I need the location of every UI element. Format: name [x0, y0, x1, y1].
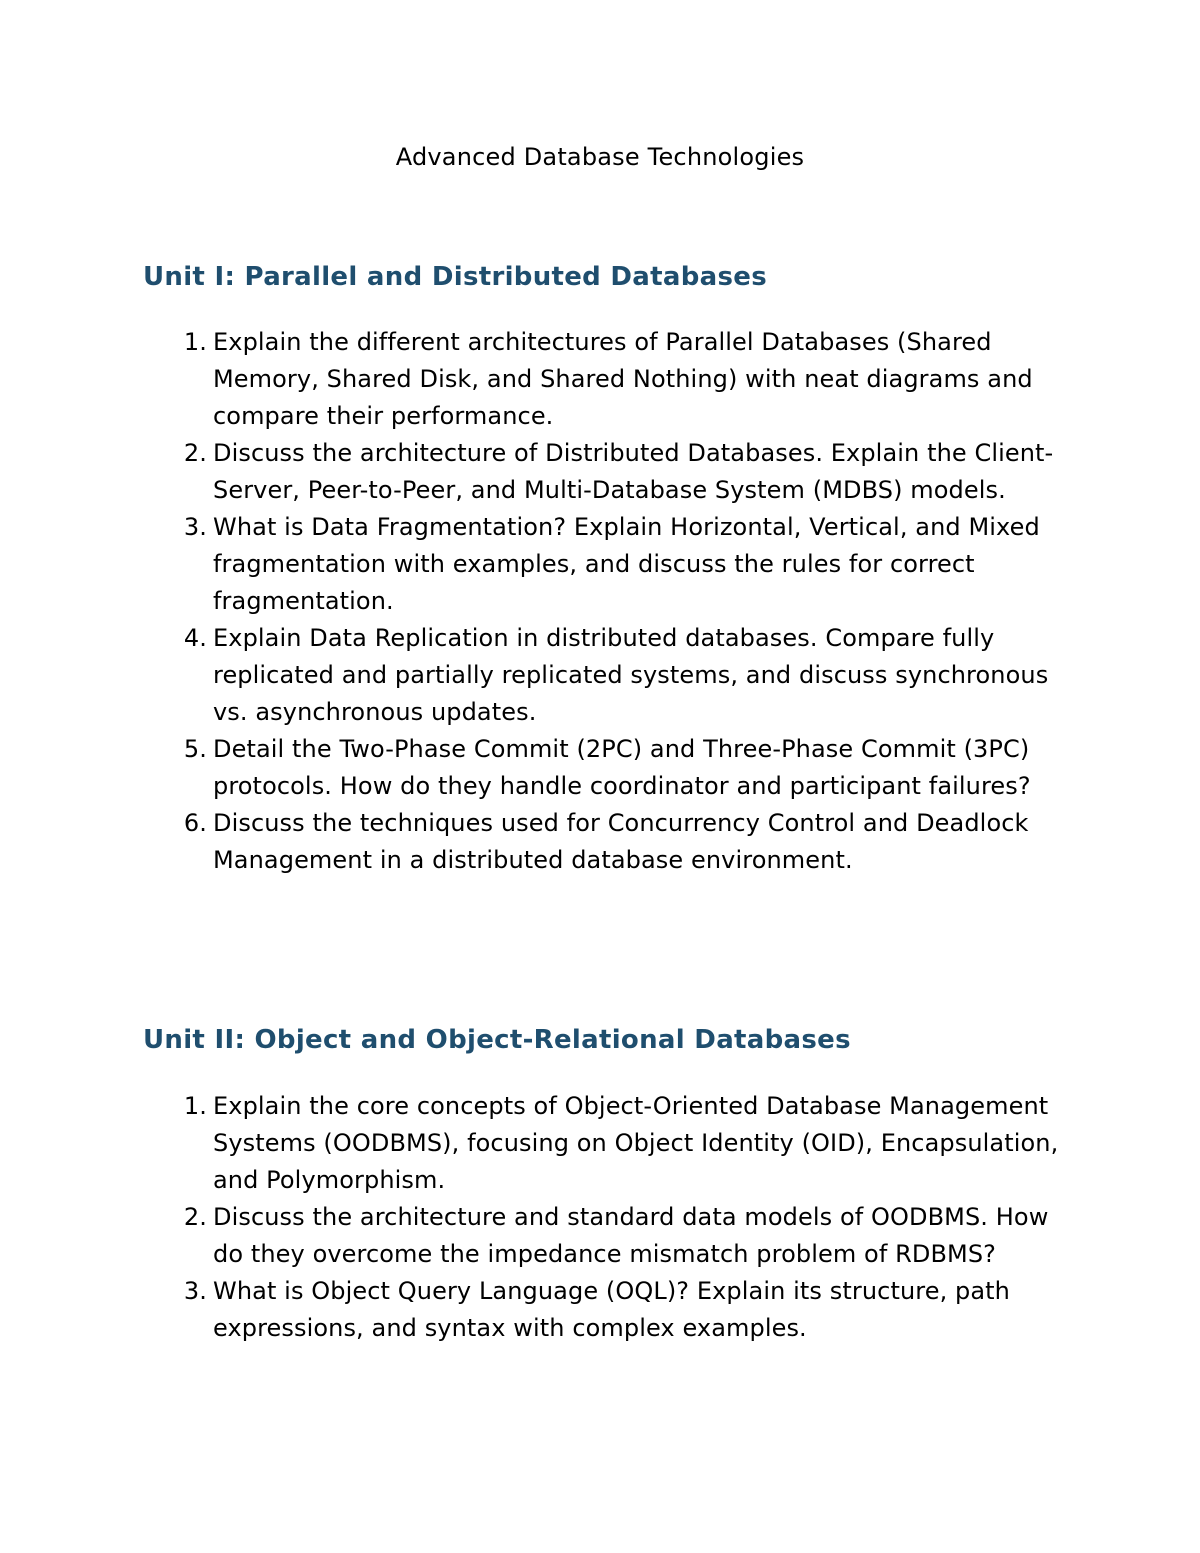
question-text: Explain the different architectures of Parallel Databases (Shared Memory, Shared Disk, and Shared Nothing) with neat diagrams and compare their performance. — [213, 328, 1033, 430]
question-text: Explain Data Replication in distributed databases. Compare fully replicated and partially replicated systems, and discuss synchronous vs. asynchronous updates. — [213, 624, 1049, 726]
question-text: Explain the core concepts of Object-Oriented Database Management Systems (OODBMS), focusing on Object Identity (OID), Encapsulation, and Polymorphism. — [213, 1092, 1059, 1194]
document-title: Advanced Database Technologies — [395, 143, 805, 171]
unit-2-question-list — [143, 1088, 1073, 1347]
question-number: 4. — [183, 624, 207, 652]
question-number: 1. — [183, 1092, 207, 1120]
question-item — [143, 509, 1073, 620]
question-item — [143, 620, 1073, 731]
unit-2-heading: Unit II: Object and Object-Relational Databases — [143, 1025, 851, 1055]
question-text: Discuss the architecture of Distributed Databases. Explain the Client-Server, Peer-to-Peer, and Multi-Database System (MDBS) models. — [213, 439, 1054, 504]
question-item — [143, 1088, 1073, 1199]
question-item — [143, 435, 1073, 509]
question-text: Discuss the architecture and standard data models of OODBMS. How do they overcome the impedance mismatch problem of RDBMS? — [213, 1203, 1049, 1268]
unit-1-heading: Unit I: Parallel and Distributed Databases — [143, 262, 767, 292]
question-number: 6. — [183, 809, 207, 837]
question-item — [143, 1273, 1073, 1347]
question-number: 5. — [183, 735, 207, 763]
question-text: Detail the Two-Phase Commit (2PC) and Three-Phase Commit (3PC) protocols. How do they handle coordinator and participant failures? — [213, 735, 1031, 800]
question-text: Discuss the techniques used for Concurrency Control and Deadlock Management in a distributed database environment. — [213, 809, 1029, 874]
question-item — [143, 1199, 1073, 1273]
question-text: What is Object Query Language (OQL)? Explain its structure, path expressions, and syntax with complex examples. — [213, 1277, 1010, 1342]
question-number: 3. — [183, 513, 207, 541]
question-item — [143, 731, 1073, 805]
question-item — [143, 324, 1073, 435]
question-number: 2. — [183, 439, 207, 467]
question-text: What is Data Fragmentation? Explain Horizontal, Vertical, and Mixed fragmentation with examples, and discuss the rules for correct fragmentation. — [213, 513, 1040, 615]
question-number: 2. — [183, 1203, 207, 1231]
question-number: 1. — [183, 328, 207, 356]
question-number: 3. — [183, 1277, 207, 1305]
unit-1-question-list — [143, 324, 1073, 879]
question-item — [143, 805, 1073, 879]
